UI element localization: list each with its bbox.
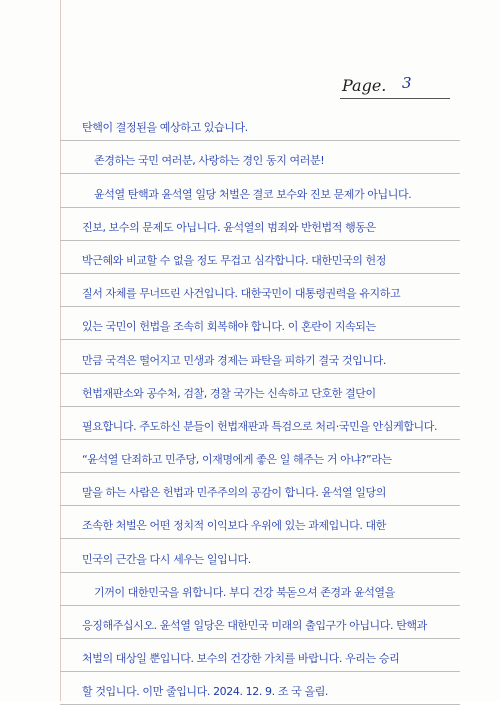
text-line [60,440,460,473]
line-text: 만큼 국격은 떨어지고 민생과 경제는 파탄을 피하기 결국 것입니다. [82,353,386,367]
line-text: 기꺼이 대한민국을 위합니다. 부디 건강 북돋으셔 존경과 윤석열을 [94,585,395,599]
line-text: 응징해주십시오. 윤석열 일당은 대한민국 미래의 출입구가 아닙니다. 탄핵과 [82,619,427,632]
line-text: 말을 하는 사람은 헌법과 민주주의의 공감이 합니다. 윤석열 일당의 [82,486,386,500]
line-text: 헌법재판소와 공수처, 검찰, 경찰 국가는 신속하고 단호한 결단이 [82,386,376,400]
text-line [60,374,460,407]
text-line [60,307,460,340]
text-line [60,340,460,373]
text-line [60,539,460,572]
text-line [60,407,460,440]
line-text: 박근혜와 비교할 수 없을 정도 무겁고 심각합니다. 대한민국의 헌정 [82,253,386,267]
handwritten-text-lines [60,108,460,705]
text-line [60,174,460,207]
line-text: “윤석열 단죄하고 민주당, 이재명에게 좋은 일 해주는 거 아냐?”라는 [82,453,392,467]
text-line [60,506,460,539]
text-line [60,141,460,174]
line-text: 탄핵이 결정된을 예상하고 있습니다. [82,121,248,135]
text-line [60,606,460,639]
line-text: 진보, 보수의 문제도 아닙니다. 윤석열의 범죄와 반헌법적 행동은 [82,220,376,234]
text-line [60,473,460,506]
line-text: 윤석열 탄핵과 윤석열 일당 처벌은 결코 보수와 진보 문제가 아닙니다. [94,187,412,201]
line-text: 필요합니다. 주도하신 분들이 헌법재판과 특검으로 처리·국민을 안심케합니다. [82,419,438,433]
text-line [60,672,460,705]
page-number: 3 [402,74,412,92]
text-line [60,639,460,672]
line-text: 조속한 처벌은 어떤 정치적 이익보다 우위에 있는 과제입니다. 대한 [82,519,386,533]
line-text: 민국의 근간을 다시 세우는 일입니다. [82,552,251,566]
text-line [60,208,460,241]
text-line [60,274,460,307]
line-text: 질서 자체를 무너뜨린 사건입니다. 대한국민이 대통령권력을 유지하고 [82,287,401,301]
line-text: 할 것입니다. 이만 줄입니다. 2024. 12. 9. 조 국 올림. [82,685,329,699]
line-text: 존경하는 국민 여러분, 사랑하는 경인 동지 여러분! [94,154,325,168]
page-label: Page. [342,76,387,95]
line-text: 있는 국민이 헌법을 조속히 회복해야 합니다. 이 혼란이 지속되는 [82,320,376,334]
text-line [60,108,460,141]
line-text: 처벌의 대상일 뿐입니다. 보수의 건강한 가치를 바랍니다. 우리는 승리 [82,652,400,666]
text-line [60,573,460,606]
text-line [60,241,460,274]
page-header [340,74,450,99]
